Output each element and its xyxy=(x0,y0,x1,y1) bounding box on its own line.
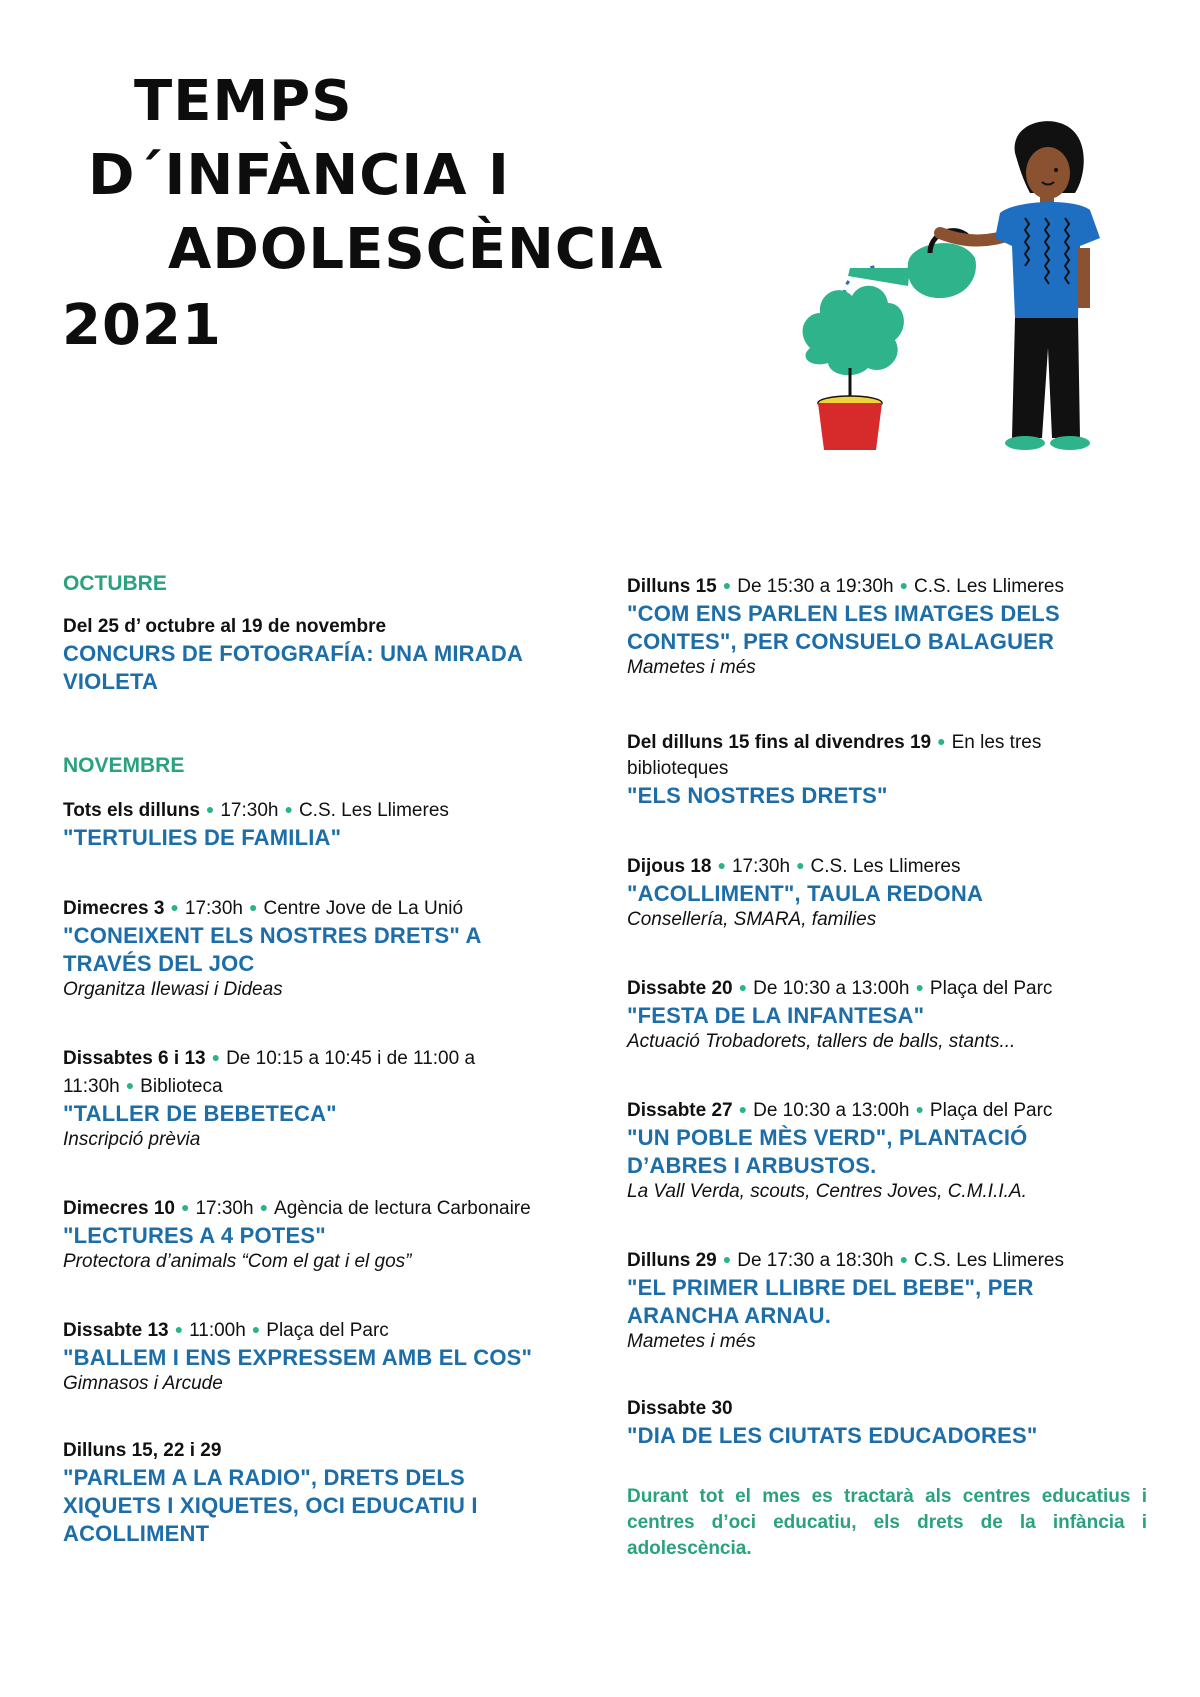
bullet-dot: ● xyxy=(251,1321,261,1337)
event-day: Dissabte 30 xyxy=(627,1398,733,1419)
event-parlem-radio xyxy=(63,1438,603,1548)
month-heading-octubre: OCTUBRE xyxy=(63,572,167,595)
title-line-2: D´INFÀNCIA I xyxy=(88,143,510,208)
event-title: "PARLEM A LA RADIO", DRETS DELS XIQUETS I XIQUETES, OCI EDUCATIU I ACOLLIMENT xyxy=(63,1465,478,1546)
monthly-note: Durant tot el mes es tractarà als centres educatius i centres d’oci educatiu, els drets de la infància i adolescència. xyxy=(627,1486,1147,1559)
event-title: "BALLEM I ENS EXPRESSEM AMB EL COS" xyxy=(63,1345,533,1370)
event-day: Dilluns 29 xyxy=(627,1250,717,1271)
event-primer-llibre xyxy=(627,1246,1167,1354)
event-title: "FESTA DE LA INFANTESA" xyxy=(627,1003,925,1028)
event-time: De 17:30 a 18:30h xyxy=(737,1250,894,1271)
event-concurs-fotografia xyxy=(63,614,603,696)
event-organizer: Mametes i més xyxy=(627,1331,756,1352)
event-time: 17:30h xyxy=(195,1198,254,1219)
event-time: 17:30h xyxy=(220,800,279,821)
event-tertulies xyxy=(63,796,603,852)
event-title: "ACOLLIMENT", TAULA REDONA xyxy=(627,881,984,906)
event-title: "CONEIXENT ELS NOSTRES DRETS" A TRAVÉS DEL JOC xyxy=(63,923,481,976)
event-organizer: La Vall Verda, scouts, Centres Joves, C.M.I.I.A. xyxy=(627,1181,1027,1202)
event-ballem xyxy=(63,1316,603,1396)
bullet-dot: ● xyxy=(899,577,909,593)
bullet-dot: ● xyxy=(174,1321,184,1337)
event-day: Del dilluns 15 fins al divendres 19 xyxy=(627,732,932,753)
event-title: "ELS NOSTRES DRETS" xyxy=(627,783,888,808)
bullet-dot: ● xyxy=(717,857,726,873)
bullet-dot: ● xyxy=(180,1199,190,1215)
event-place: Biblioteca xyxy=(140,1076,223,1097)
event-organizer: Consellería, SMARA, families xyxy=(627,909,877,930)
event-bebeteca xyxy=(63,1044,603,1152)
event-day: Dilluns 15, 22 i 29 xyxy=(63,1440,222,1461)
event-lectures-4-potes xyxy=(63,1194,603,1274)
event-coneixent-drets xyxy=(63,894,603,1002)
bullet-dot: ● xyxy=(937,733,946,749)
title-year: 2021 xyxy=(62,293,222,358)
event-festa-infantesa xyxy=(627,974,1167,1054)
event-day: Dissabte 13 xyxy=(63,1320,169,1341)
bullet-dot: ● xyxy=(915,979,924,995)
event-ciutats-educadores xyxy=(627,1396,1167,1450)
event-organizer: Actuació Trobadorets, tallers de balls, stants... xyxy=(627,1031,1016,1052)
event-nostres-drets xyxy=(627,728,1167,810)
event-place: En les tres biblioteques xyxy=(627,732,1042,779)
event-day: Dissabtes 6 i 13 xyxy=(63,1048,206,1069)
right-column xyxy=(627,572,1167,1562)
event-place: Plaça del Parc xyxy=(929,978,1053,999)
event-organizer: Gimnasos i Arcude xyxy=(63,1373,223,1394)
bullet-dot: ● xyxy=(211,1049,221,1065)
event-place: C.S. Les Llimeres xyxy=(810,856,961,877)
event-time: De 15:30 a 19:30h xyxy=(737,576,894,597)
title-line-3: ADOLESCÈNCIA xyxy=(168,217,664,282)
event-place: Plaça del Parc xyxy=(266,1320,389,1341)
event-time: 11:00h xyxy=(189,1320,246,1341)
event-time: De 10:30 a 13:00h xyxy=(753,978,910,999)
month-heading-novembre: NOVEMBRE xyxy=(63,754,185,777)
event-place: Plaça del Parc xyxy=(929,1100,1053,1121)
bullet-dot: ● xyxy=(125,1077,135,1093)
bullet-dot: ● xyxy=(722,577,732,593)
bullet-dot: ● xyxy=(915,1101,924,1117)
event-day: Dissabte 20 xyxy=(627,978,733,999)
event-acolliment xyxy=(627,852,1167,932)
event-time: 17:30h xyxy=(184,898,243,919)
event-title: "DIA DE LES CIUTATS EDUCADORES" xyxy=(627,1423,1038,1448)
event-place: C.S. Les Llimeres xyxy=(914,576,1064,597)
event-time: De 10:15 a 10:45 i de 11:00 a 11:30h xyxy=(63,1048,476,1097)
bullet-dot: ● xyxy=(722,1251,732,1267)
event-day: Dilluns 15 xyxy=(627,576,717,597)
event-title: CONCURS DE FOTOGRAFÍA: UNA MIRADA VIOLETA xyxy=(63,641,523,694)
event-time: De 10:30 a 13:00h xyxy=(753,1100,910,1121)
event-day: Dissabte 27 xyxy=(627,1100,733,1121)
event-date: Del 25 d’ octubre al 19 de novembre xyxy=(63,616,387,637)
event-organizer: Mametes i més xyxy=(627,657,756,678)
event-poble-verd xyxy=(627,1096,1167,1204)
event-place: Centre Jove de La Unió xyxy=(263,898,464,919)
left-column xyxy=(63,572,603,1548)
event-title: "EL PRIMER LLIBRE DEL BEBE", PER ARANCHA ARNAU. xyxy=(627,1275,1034,1328)
event-place: C.S. Les Llimeres xyxy=(914,1250,1064,1271)
bullet-dot: ● xyxy=(738,979,748,995)
event-day: Dimecres 10 xyxy=(63,1198,175,1219)
event-time: 17:30h xyxy=(731,856,791,877)
event-place: Agència de lectura Carbonaire xyxy=(274,1198,531,1219)
event-day: Dijous 18 xyxy=(627,856,712,877)
bullet-dot: ● xyxy=(249,899,258,915)
event-title: "TALLER DE BEBETECA" xyxy=(63,1101,337,1126)
event-imatges-contes xyxy=(627,572,1167,680)
event-day: Tots els dilluns xyxy=(63,800,200,821)
bullet-dot: ● xyxy=(738,1101,748,1117)
event-title: "UN POBLE MÈS VERD", PLANTACIÓ D’ABRES I ARBUSTOS. xyxy=(627,1125,1028,1178)
bullet-dot: ● xyxy=(205,801,215,817)
bullet-dot: ● xyxy=(899,1251,909,1267)
event-organizer: Inscripció prèvia xyxy=(63,1129,201,1150)
bullet-dot: ● xyxy=(284,801,293,817)
event-title: "TERTULIES DE FAMILIA" xyxy=(63,825,342,850)
child-watering-plant-illustration xyxy=(790,118,1130,498)
title-line-1: TEMPS xyxy=(134,69,353,134)
event-organizer: Protectora d’animals “Com el gat i el gos” xyxy=(63,1251,412,1272)
event-title: "COM ENS PARLEN LES IMATGES DELS CONTES", PER CONSUELO BALAGUER xyxy=(627,601,1060,654)
bullet-dot: ● xyxy=(259,1199,269,1215)
event-title: "LECTURES A 4 POTES" xyxy=(63,1223,326,1248)
bullet-dot: ● xyxy=(796,857,805,873)
event-place: C.S. Les Llimeres xyxy=(298,800,449,821)
event-organizer: Organitza Ilewasi i Dideas xyxy=(63,979,283,1000)
bullet-dot: ● xyxy=(170,899,179,915)
event-day: Dimecres 3 xyxy=(63,898,165,919)
